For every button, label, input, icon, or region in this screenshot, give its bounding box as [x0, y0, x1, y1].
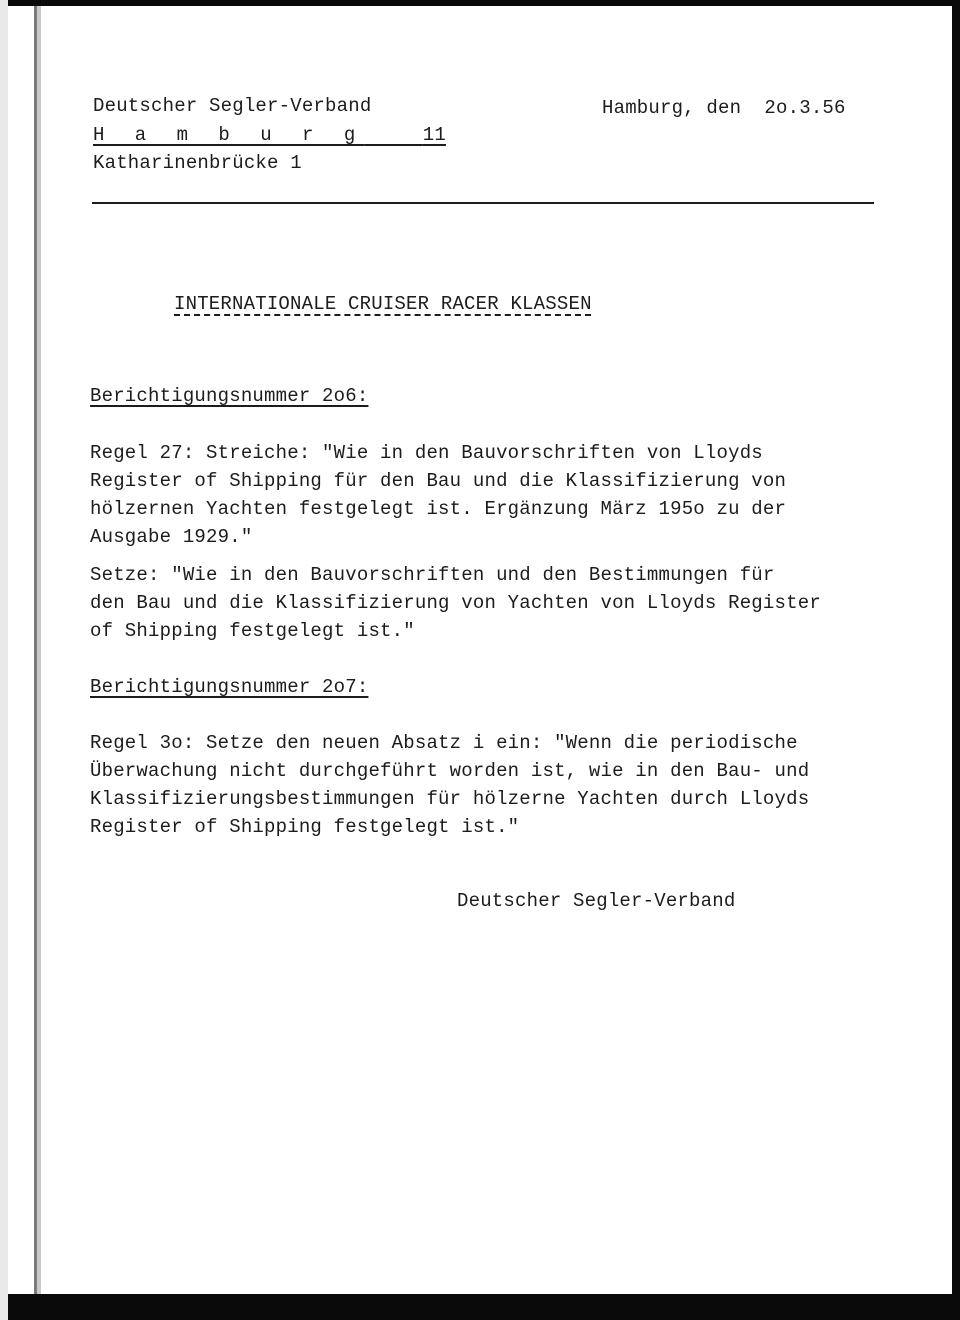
- scan-border-left: [0, 0, 8, 1320]
- letterhead-city-line: [93, 121, 446, 149]
- amendment-207-line: Klassifizierungsbestimmungen für hölzerne Yachten durch Lloyds: [90, 788, 810, 810]
- amendment-207-heading: Berichtigungsnummer 2o7:: [90, 676, 369, 698]
- letterhead-street: Katharinenbrücke 1: [93, 152, 302, 174]
- amendment-206-set-line: den Bau und die Klassifizierung von Yachten von Lloyds Register: [90, 592, 821, 614]
- letterhead-city: H a m b u r g: [93, 124, 365, 146]
- document-title: INTERNATIONALE CRUISER RACER KLASSEN: [174, 293, 592, 315]
- scan-border-top: [0, 0, 960, 6]
- amendment-206-set-line: of Shipping festgelegt ist.": [90, 620, 415, 642]
- amendment-207-line: Regel 3o: Setze den neuen Absatz i ein: "Wenn die periodische: [90, 732, 798, 754]
- amendment-206-strike-line: Register of Shipping für den Bau und die Klassifizierung von: [90, 470, 787, 492]
- amendment-206-strike-line: Regel 27: Streiche: "Wie in den Bauvorschriften von Lloyds: [90, 442, 763, 464]
- amendment-206-heading: Berichtigungsnummer 2o6:: [90, 385, 369, 407]
- dateline: Hamburg, den 2o.3.56: [602, 97, 846, 119]
- amendment-207-line: Überwachung nicht durchgeführt worden ist, wie in den Bau- und: [90, 760, 810, 782]
- signature: Deutscher Segler-Verband: [457, 890, 736, 912]
- amendment-206-strike-line: Ausgabe 1929.": [90, 526, 253, 548]
- letterhead-organization: Deutscher Segler-Verband: [93, 95, 372, 117]
- scan-border-right: [952, 0, 960, 1320]
- amendment-206-set-line: Setze: "Wie in den Bauvorschriften und den Bestimmungen für: [90, 564, 775, 586]
- letterhead-postal-district: 11: [422, 124, 446, 146]
- binding-shadow: [37, 6, 41, 1294]
- scan-border-bottom: [0, 1294, 960, 1320]
- header-rule: [92, 202, 874, 204]
- amendment-207-line: Register of Shipping festgelegt ist.": [90, 816, 520, 838]
- amendment-206-strike-line: hölzernen Yachten festgelegt ist. Ergänzung März 195o zu der: [90, 498, 787, 520]
